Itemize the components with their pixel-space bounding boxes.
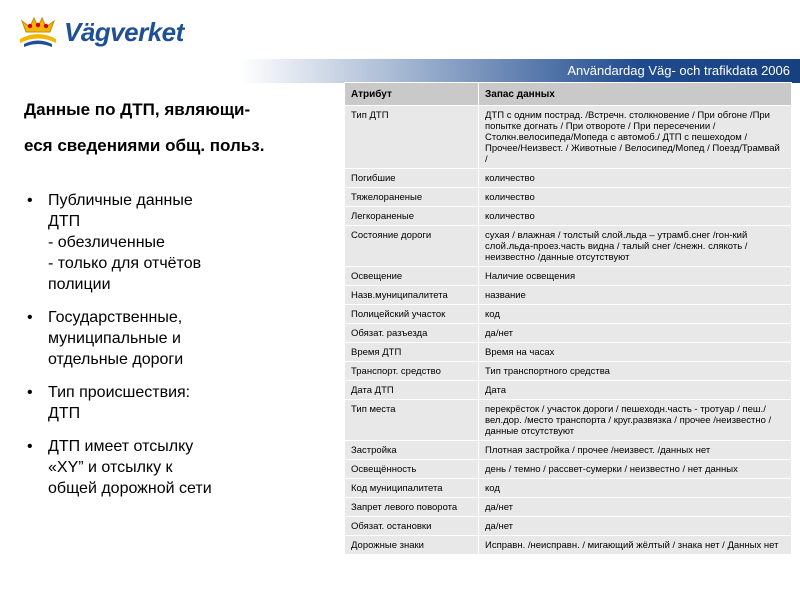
attribute-cell: Тип ДТП [345,106,479,169]
value-cell: Тип транспортного средства [479,362,792,381]
table-row [345,106,792,169]
value-cell: количество [479,188,792,207]
table-row [345,479,792,498]
value-cell: код [479,479,792,498]
table-row [345,188,792,207]
attribute-cell: Освещение [345,267,479,286]
table-row [345,267,792,286]
attribute-cell: Обязат. разъезда [345,324,479,343]
attribute-cell: Тяжелораненые [345,188,479,207]
bullet-item-references [24,436,329,499]
attribute-cell: Тип места [345,400,479,441]
attribute-cell: Запрет левого поворота [345,498,479,517]
attribute-cell: Дорожные знаки [345,536,479,555]
value-cell: перекрёсток / участок дороги / пешеходн.часть - тротуар / пеш./вел.дор. /место транспорта / круг.развязка / прочее /неизвестно / данные отсутствуют [479,400,792,441]
table-row [345,381,792,400]
value-cell: Дата [479,381,792,400]
value-cell: код [479,305,792,324]
attribute-cell: Транспорт. средство [345,362,479,381]
column-header-data: Запас данных [479,83,792,106]
bullet-line: отдельные дороги [48,351,184,368]
bullet-item-roads [24,307,329,370]
table-row [345,169,792,188]
attribute-cell: Полицейский участок [345,305,479,324]
attribute-cell: Время ДТП [345,343,479,362]
bullet-line: • ДТП имеет отсылку [48,438,194,455]
bullet-line: муниципальные и [48,330,181,347]
value-cell: да/нет [479,498,792,517]
value-cell: день / темно / рассвет-сумерки / неизвестно / нет данных [479,460,792,479]
bullet-line: общей дорожной сети [48,480,212,497]
table-row [345,343,792,362]
crown-emblem-icon [18,12,58,52]
attribute-cell: Состояние дороги [345,226,479,267]
bullet-line: ДТП [48,405,81,422]
header-banner [0,59,800,83]
attribute-cell: Освещённость [345,460,479,479]
table-row [345,441,792,460]
attribute-table [344,82,792,555]
value-cell: ДТП с одним пострад. /Встречн. столкновение / При обгоне /При попытке догнать / При отвороте / При пересечении / Столкн.велосипеда/Мопеда с автомоб./ ДТП с пешеходом / Прочее/Неизвест. / Животные / Велосипед/Мопед / Поезд/Трамвай / [479,106,792,169]
table-row [345,517,792,536]
value-cell: Исправн. /неисправн. / мигающий жёлтый / знака нет / Данных нет [479,536,792,555]
attribute-cell: Застройка [345,441,479,460]
bullet-line: ДТП [48,213,81,230]
value-cell: да/нет [479,517,792,536]
bullet-line: • Тип происшествия: [48,384,191,401]
table-row [345,362,792,381]
attribute-cell: Код муниципалитета [345,479,479,498]
bullet-item-incident-type [24,382,329,424]
logo-text: Vägverket [64,16,184,47]
attribute-cell: Погибшие [345,169,479,188]
bullet-line: • Публичные данные [48,192,193,209]
attribute-cell: Дата ДТП [345,381,479,400]
bullet-line: полиции [48,276,111,293]
value-cell: да/нет [479,324,792,343]
bullet-line: - обезличенные [48,234,165,251]
table-header-row [345,83,792,106]
value-cell: Плотная застройка / прочее /неизвест. /данных нет [479,441,792,460]
value-cell: Наличие освещения [479,267,792,286]
table-row [345,226,792,267]
table-row [345,286,792,305]
title-line-1: Данные по ДТП, являющи- [24,100,251,119]
attribute-cell: Обязат. остановки [345,517,479,536]
bullet-line: «XY” и отсылку к [48,459,173,476]
bullet-line: - только для отчётов [48,255,202,272]
value-cell: количество [479,169,792,188]
value-cell: название [479,286,792,305]
bullet-list [24,190,329,511]
value-cell: Время на часах [479,343,792,362]
bullet-line: • Государственные, [48,309,183,326]
value-cell: сухая / влажная / толстый слой.льда – утрамб.снег /гон-кий слой.льда-проез.часть видна / талый снег /снежн. слякоть /неизвестно /данные отсутствуют [479,226,792,267]
table-row [345,498,792,517]
table-row [345,400,792,441]
title-line-2: еся сведениями общ. польз. [24,136,265,155]
attribute-cell: Назв.муниципалитета [345,286,479,305]
page-title [24,92,339,164]
table-row [345,536,792,555]
banner-text: Användardag Väg- och trafikdata 2006 [567,63,790,78]
table-row [345,324,792,343]
vagverket-logo [18,10,184,54]
table-row [345,305,792,324]
column-header-attribute: Атрибут [345,83,479,106]
value-cell: количество [479,207,792,226]
table-row [345,460,792,479]
bullet-item-public-data [24,190,329,295]
attribute-cell: Легкораненые [345,207,479,226]
table-row [345,207,792,226]
